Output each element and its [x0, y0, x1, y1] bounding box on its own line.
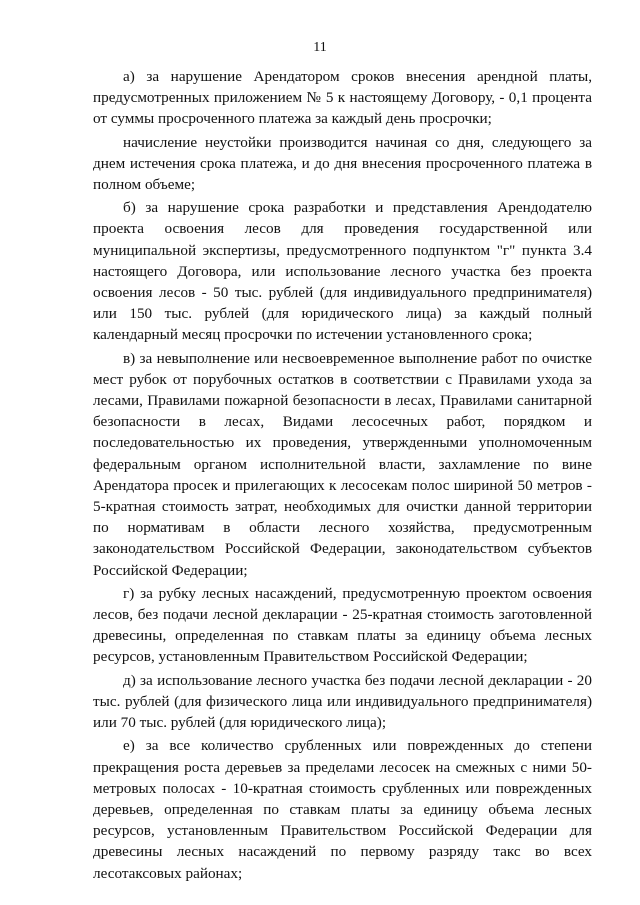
page-number: 11 [313, 40, 327, 55]
document-body [93, 66, 592, 886]
paragraph-a: а) за нарушение Арендатором сроков внесения арендной платы, предусмотренных приложением № 5 к настоящему Договору, - 0,1 процента от суммы просроченного платежа за каждый день просрочки; [93, 68, 592, 128]
paragraph-v: в) за невыполнение или несвоевременное выполнение работ по очистке мест рубок от порубочных остатков в соответствии с Правилами ухода за лесами, Правилами пожарной безопасности в лесах, Правилами санитарной безопасности в лесах, Видами лесосечных работ, порядком и последовательностью их проведения, утвержденными уполномоченным федеральным органом исполнительной власти, захламление по вине Арендатора просек и прилегающих к лесосекам полос шириной 50 метров - 5-кратная стоимость затрат, необходимых для очистки данной территории по нормативам в области лесного хозяйства, предусмотренным законодательством Российской Федерации, законодательством субъектов Российской Федерации; [93, 349, 592, 579]
paragraph-penalty-accrual: начисление неустойки производится начиная со дня, следующего за днем истечения срока платежа, и до дня внесения просроченного платежа в полном объеме; [93, 133, 592, 194]
paragraph-d: д) за использование лесного участка без подачи лесной декларации - 20 тыс. рублей (для физического лица или индивидуального предпринимателя) или 70 тыс. рублей (для юридического лица); [93, 671, 592, 732]
paragraph-g: г) за рубку лесных насаждений, предусмотренную проектом освоения лесов, без подачи лесной декларации - 25-кратная стоимость заготовленной древесины, определенная по ставкам платы за единицу объема лесных ресурсов, установленным Правительством Российской Федерации; [93, 584, 592, 666]
paragraph-b: б) за нарушение срока разработки и представления Арендодателю проекта освоения лесов для проведения государственной или муниципальной экспертизы, предусмотренного подпунктом "г" пункта 3.4 настоящего Договора, или использование лесного участка без проекта освоения лесов - 50 тыс. рублей (для индивидуального предпринимателя) или 150 тыс. рублей (для юридического лица) за каждый полный календарный месяц просрочки по истечении установленного срока; [93, 199, 592, 344]
paragraph-e: е) за все количество срубленных или поврежденных до степени прекращения роста деревьев за пределами лесосек на смежных с ними 50-метровых полосах - 10-кратная стоимость срубленных или поврежденных деревьев, определенная по ставкам платы за единицу объема лесных ресурсов, установленным Правительством Российской Федерации для древесины лесных насаждений по первому разряду такс во всех лесотаксовых районах; [93, 737, 592, 882]
